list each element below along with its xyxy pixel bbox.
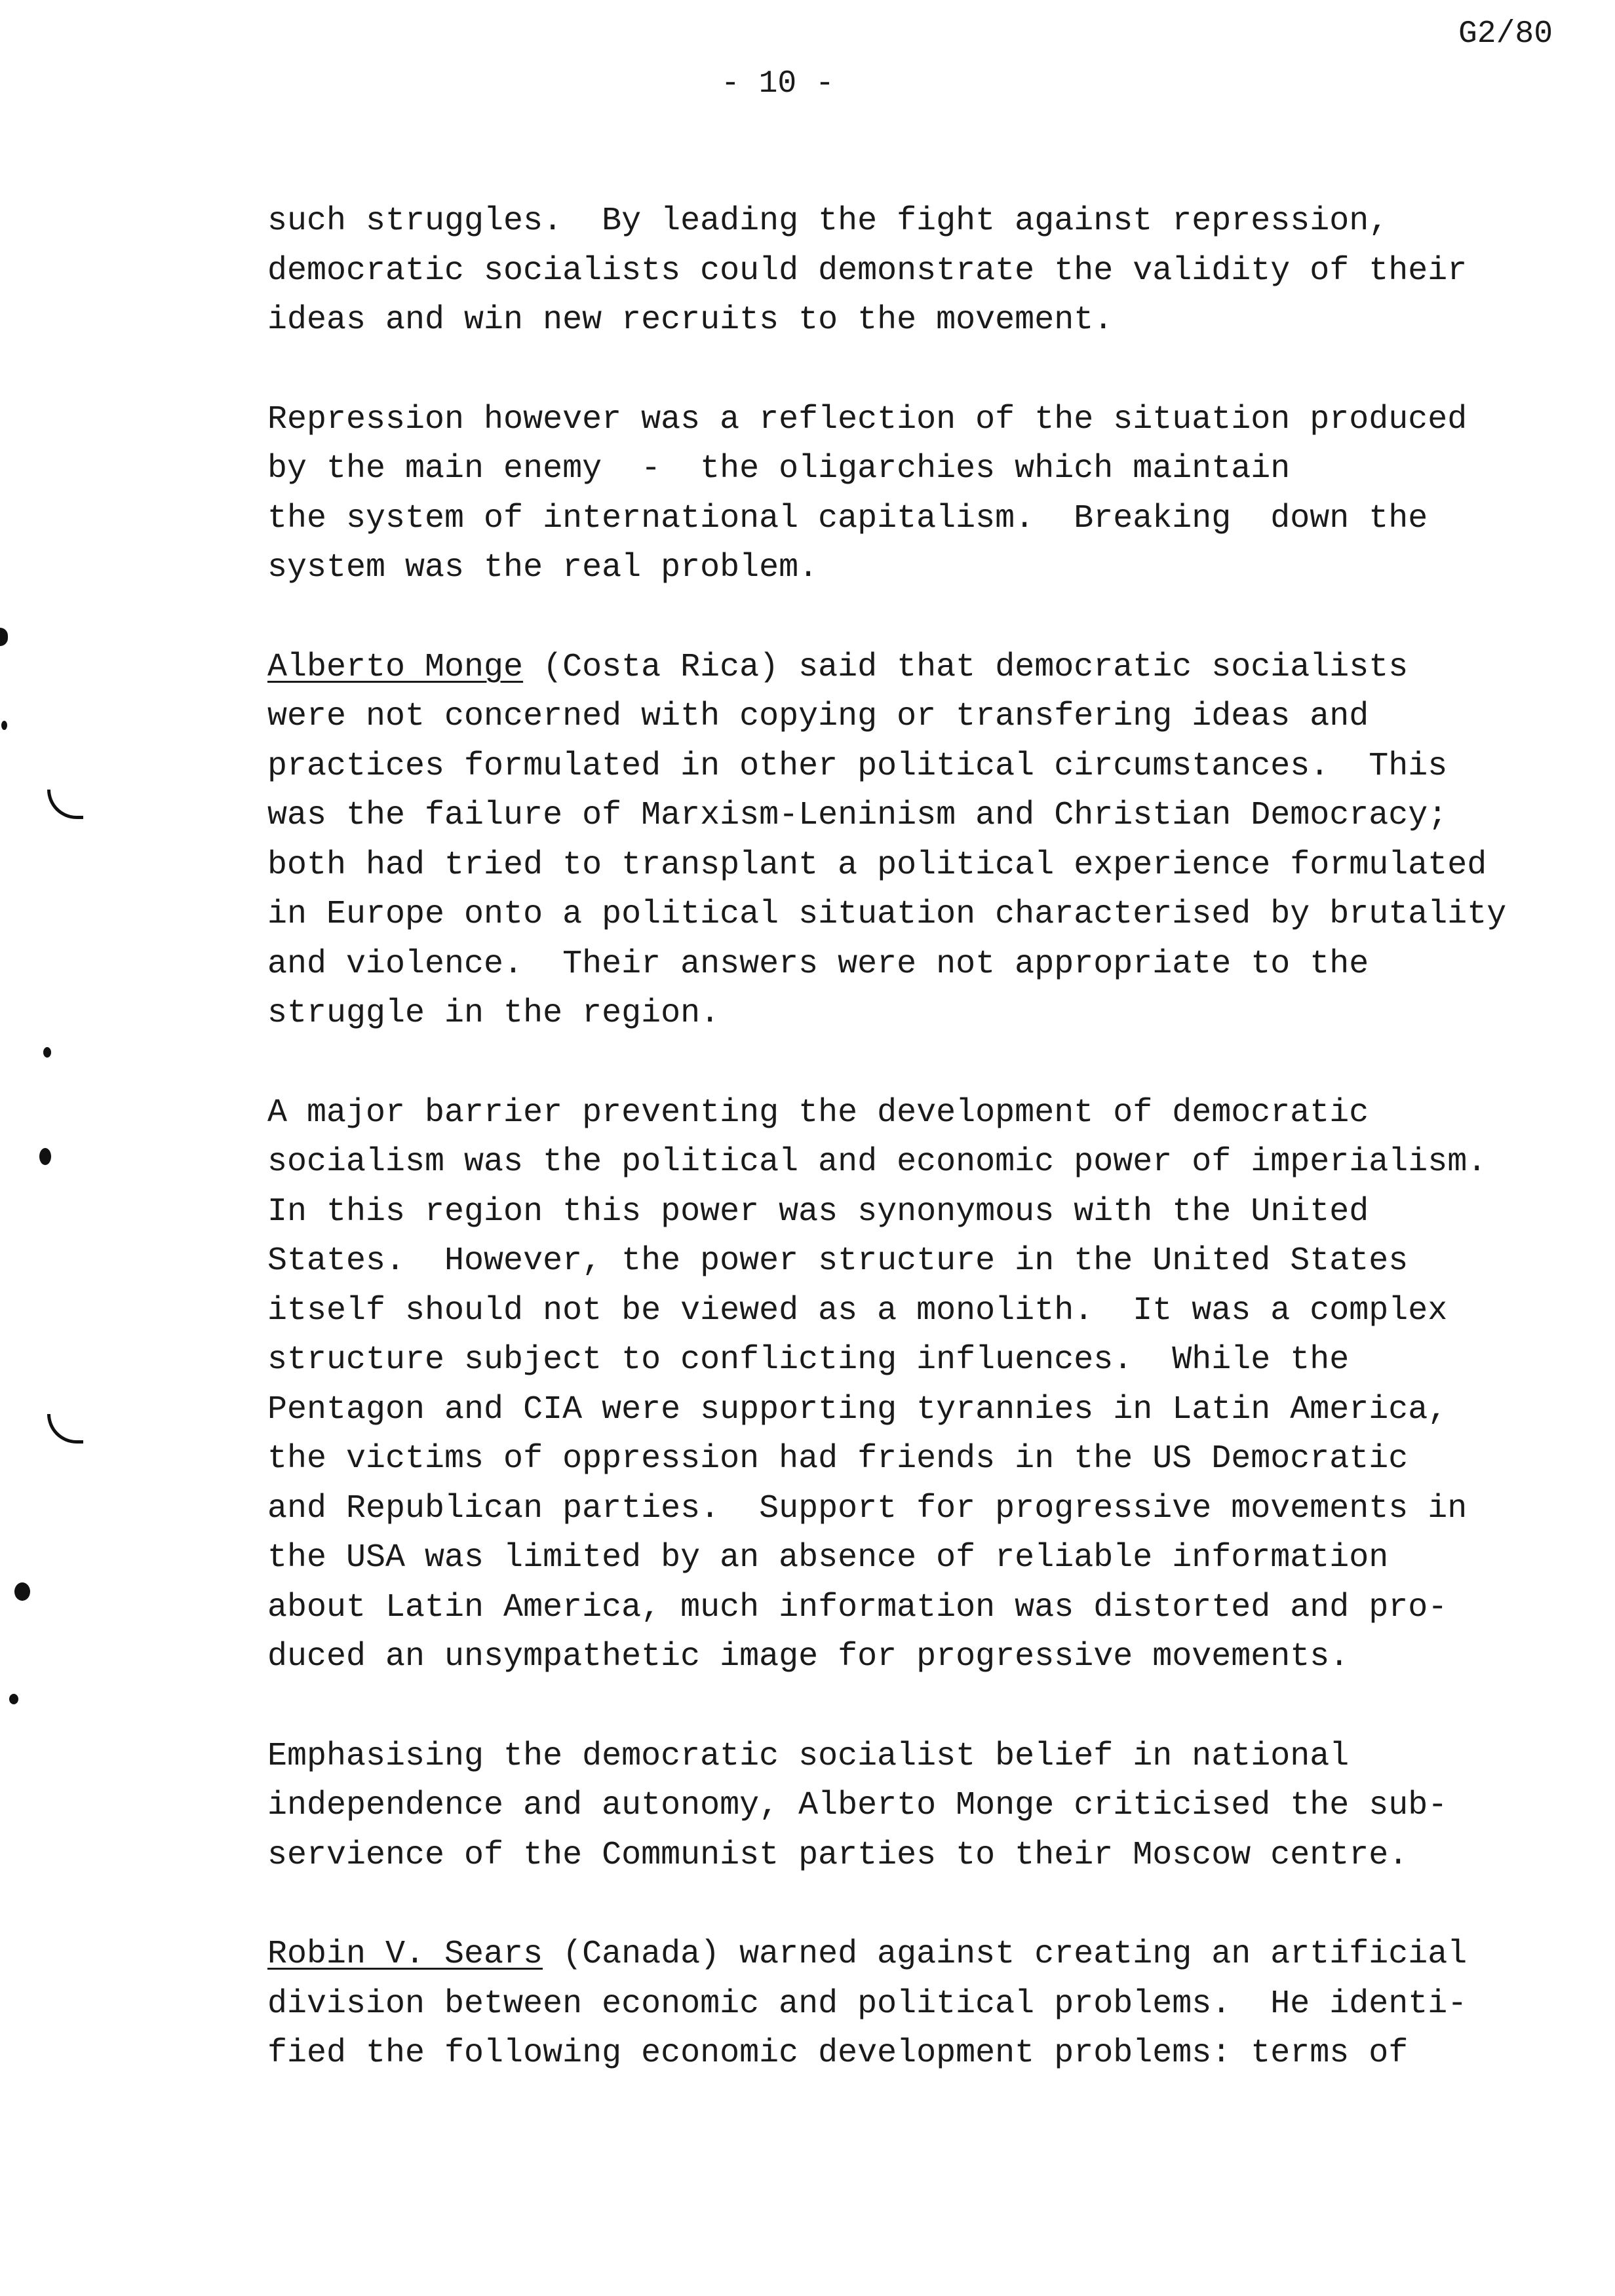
- page-number: - 10 -: [721, 66, 834, 102]
- text-line: itself should not be viewed as a monolith. It was a complex: [267, 1292, 1448, 1330]
- paragraph: [267, 395, 1513, 593]
- text-line: struggle in the region.: [267, 995, 720, 1032]
- text-fragment: (Costa Rica) said that democratic socialists: [523, 648, 1409, 686]
- text-line: system was the real problem.: [267, 549, 819, 586]
- paragraph: [267, 1732, 1513, 1881]
- text-line: [267, 643, 1513, 693]
- text-line: Pentagon and CIA were supporting tyrannies in Latin America,: [267, 1390, 1448, 1428]
- text-line: by the main enemy - the oligarchies which maintain: [267, 450, 1291, 488]
- text-line: division between economic and political problems. He identi-: [267, 1985, 1468, 2023]
- text-line: ideas and win new recruits to the movement.: [267, 301, 1114, 339]
- paragraph: [267, 643, 1513, 1039]
- text-line: in Europe onto a political situation characterised by brutality: [267, 896, 1507, 933]
- text-line: the system of international capitalism. Breaking down the: [267, 499, 1428, 537]
- text-line: were not concerned with copying or transfering ideas and: [267, 698, 1369, 735]
- text-line: was the failure of Marxism-Leninism and Christian Democracy;: [267, 797, 1448, 834]
- text-line: fied the following economic development problems: terms of: [267, 2035, 1409, 2072]
- text-line: In this region this power was synonymous with the United: [267, 1193, 1369, 1231]
- paragraph: [267, 1088, 1513, 1682]
- text-line: servience of the Communist parties to their Moscow centre.: [267, 1836, 1409, 1874]
- text-line: independence and autonomy, Alberto Monge criticised the sub-: [267, 1787, 1448, 1824]
- text-line: democratic socialists could demonstrate the validity of their: [267, 252, 1468, 290]
- text-line: the victims of oppression had friends in the US Democratic: [267, 1440, 1409, 1478]
- text-line: [267, 1930, 1513, 1980]
- body-text: [267, 197, 1513, 2128]
- text-line: and violence. Their answers were not appropriate to the: [267, 945, 1369, 983]
- text-line: duced an unsympathetic image for progressive movements.: [267, 1638, 1350, 1675]
- text-line: structure subject to conflicting influences. While the: [267, 1341, 1350, 1379]
- text-line: Repression however was a reflection of the situation produced: [267, 400, 1468, 438]
- text-line: Emphasising the democratic socialist belief in national: [267, 1737, 1350, 1775]
- text-fragment: (Canada) warned against creating an artificial: [543, 1936, 1468, 1973]
- margin-mark: [47, 1414, 83, 1444]
- speaker-name: Alberto Monge: [267, 648, 524, 686]
- document-reference: G2/80: [1458, 16, 1553, 52]
- text-line: such struggles. By leading the fight against repression,: [267, 202, 1389, 240]
- margin-mark: [1, 721, 7, 730]
- text-line: the USA was limited by an absence of reliable information: [267, 1539, 1389, 1577]
- margin-mark: [9, 1694, 18, 1704]
- text-line: about Latin America, much information was distorted and pro-: [267, 1588, 1448, 1626]
- text-line: and Republican parties. Support for progressive movements in: [267, 1489, 1468, 1527]
- text-line: practices formulated in other political circumstances. This: [267, 747, 1448, 785]
- speaker-name: Robin V. Sears: [267, 1936, 543, 1973]
- text-line: A major barrier preventing the development of democratic: [267, 1094, 1369, 1132]
- text-line: States. However, the power structure in the United States: [267, 1242, 1409, 1280]
- text-line: socialism was the political and economic power of imperialism.: [267, 1143, 1487, 1181]
- margin-mark: [0, 628, 8, 646]
- margin-mark: [14, 1582, 30, 1601]
- margin-mark: [43, 1047, 51, 1058]
- paragraph: [267, 197, 1513, 345]
- paragraph: [267, 1930, 1513, 2078]
- text-line: both had tried to transplant a political experience formulated: [267, 846, 1487, 884]
- margin-mark: [47, 790, 83, 819]
- margin-mark: [39, 1148, 51, 1165]
